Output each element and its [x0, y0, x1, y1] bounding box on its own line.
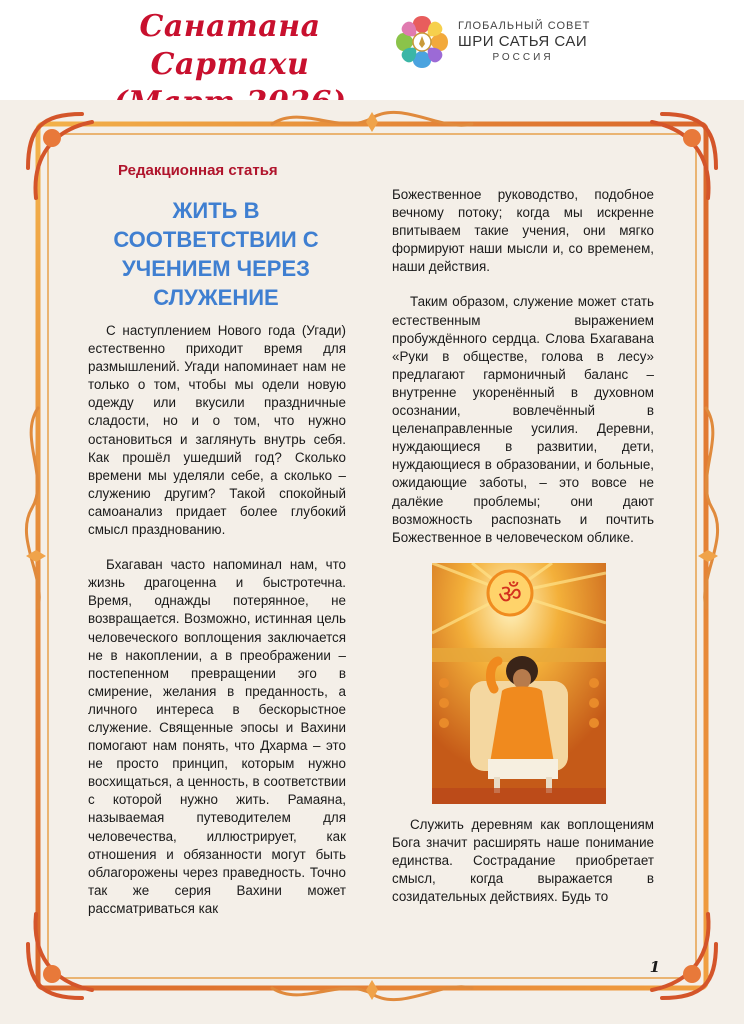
title-line: СООТВЕТСТВИИ С: [113, 227, 319, 252]
title-line: ЖИТЬ В: [172, 198, 260, 223]
left-column: [88, 322, 346, 918]
article-title: [96, 196, 336, 312]
title-line: СЛУЖЕНИЕ: [153, 285, 279, 310]
org-line1: ГЛОБАЛЬНЫЙ СОВЕТ: [458, 20, 591, 32]
paragraph: Таким образом, служение может стать естественным выражением пробуждённого сердца. Слова Бхагавана «Руки в обществе, голова в лесу» предлагают гармоничный баланс – внутренне укоренённый в духовном осознании, вовлечённый в целенаправленные усилия. Деревни, нуждающиеся в развитии, дети, нуждающиеся в образовании, и больные, ожидающие заботы, – это вовсе не далёкие проблемы; они дают возможность распознать и почтить Божественное в человеческом облике.: [392, 294, 654, 545]
org-line3: РОССИЯ: [492, 52, 554, 63]
right-column-bottom: [392, 816, 654, 906]
paragraph: Божественное руководство, подобное вечному потоку; когда мы искренне впитываем такие учения, они мягко формируют наши мысли и, со временем, наши действия.: [392, 187, 654, 275]
sai-emblem-icon: [394, 14, 450, 70]
portrait-photo: [432, 563, 606, 804]
page-number: 1: [649, 958, 660, 976]
right-column-top: [392, 186, 654, 547]
section-label: Редакционная статья: [118, 162, 278, 179]
org-line2: ШРИ САТЬЯ САИ: [458, 33, 588, 50]
magazine-title-line1: Санатана Сартахи: [139, 9, 321, 82]
paragraph: Служить деревням как воплощениям Бога значит расширять наше понимание единства. Сострадание приобретает смысл, когда выражается в созидательных действиях. Будь то: [392, 817, 654, 905]
header: [0, 0, 744, 100]
om-glyph: ॐ: [498, 580, 522, 610]
paragraph: С наступлением Нового года (Угади) естественно приходит время для размышлений. Угади напоминает нам не только о том, чтобы мы одели новую одежду или вкусили праздничные сладости, но и о том, что нужно остановиться и заглянуть внутрь себя. Как прошёл ушедший год? Сколько времени мы уделяли себе, а сколько – служению другим? Такой спокойный самоанализ придает более глубокий смысл празднованию.: [88, 323, 346, 538]
paragraph: Бхагаван часто напоминал нам, что жизнь драгоценна и быстротечна. Время, однажды потерянное, не возвращается. Возможно, истинная цель человеческого воплощения заключается не в накоплении, а в преображении – постепенном превращении эго в смирение, желания в преданность, а личного интереса в бескорыстное служение. Священные эпосы и Вахини помогают нам понять, что Дхарма – это не просто принцип, которым нужно восхищаться, а ценность, в соответствии с которой нужно жить. Рамаяна, называемая путеводителем для человечества, иллюстрирует, как отношения и обязанности могут быть облагорожены через праведность. Точно так же серия Вахини может рассматриваться как: [88, 557, 346, 916]
title-line: УЧЕНИЕМ ЧЕРЕЗ: [122, 256, 310, 281]
organization-name: [458, 20, 608, 65]
